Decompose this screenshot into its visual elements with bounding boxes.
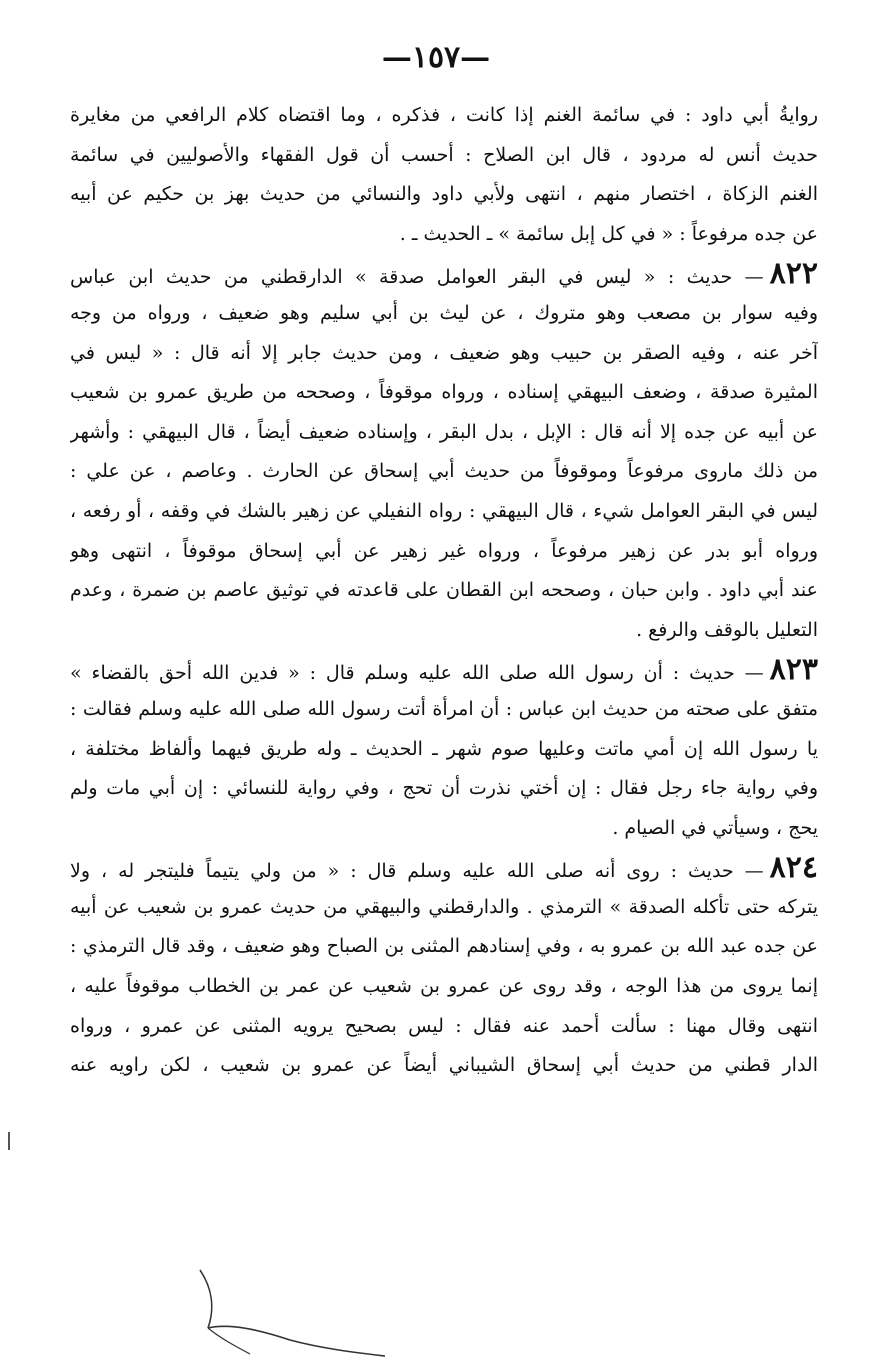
line-text: إنما يروى من هذا الوجه ، وقد روى عن عمرو بن شعيب عن عمر بن الخطاب موقوفاً عليه ، xyxy=(70,975,818,998)
line-text: عن جده عبد الله بن عمرو به ، وفي إسنادهم المثنى بن الصباح وهو ضعيف ، وقد قال الترمذي : xyxy=(70,935,818,958)
margin-mark xyxy=(8,1132,10,1150)
line-text: المثيرة صدقة ، وضعف البيهقي إسناده ، ورواه موقوفاً ، وصححه من طريق عمرو بن شعيب xyxy=(70,381,818,404)
text-line xyxy=(70,373,818,413)
line-text: الغنم الزكاة ، اختصار منهم ، انتهى ولأبي داود والنسائي من حديث بهز بن حكيم عن أبيه xyxy=(70,183,818,206)
text-line xyxy=(70,967,818,1007)
line-text: حديث أنس له مردود ، قال ابن الصلاح : أحسب أن قول الفقهاء والأصوليين في سائمة xyxy=(70,143,818,166)
line-text: وفي رواية جاء رجل فقال : إن أختي نذرت أن تحج ، وفي رواية للنسائي : إن أبي مات ولم xyxy=(70,777,818,800)
page-number: —١٥٧— xyxy=(381,40,491,75)
text-line xyxy=(70,571,818,611)
line-text: عن أبيه عن جده إلا أنه قال : الإبل ، بدل البقر ، وإسناده ضعيف أيضاً ، قال البيهقي : وأشهر xyxy=(70,420,818,443)
body-text xyxy=(70,96,818,1086)
text-line xyxy=(70,1046,818,1086)
text-line xyxy=(70,136,818,176)
line-text: وفيه سوار بن مصعب وهو متروك ، عن ليث بن أبي سليم وهو ضعيف ، ورواه من وجه xyxy=(70,301,818,324)
line-text: عند أبي داود . وابن حبان ، وصححه ابن القطان على قاعدته في توثيق عاصم بن ضمرة ، وعدم xyxy=(70,579,818,602)
line-text: ليس في البقر العوامل شيء ، قال البيهقي : رواه النفيلي عن زهير بالشك في وقفه ، أو رفعه ، xyxy=(70,499,818,522)
text-line xyxy=(70,690,818,730)
text-line xyxy=(70,927,818,967)
text-line xyxy=(70,611,818,651)
line-text: — حديث : « ليس في البقر العوامل صدقة » الدارقطني من حديث ابن عباس xyxy=(70,266,764,289)
entry-heading-line xyxy=(70,650,818,690)
text-line xyxy=(70,809,818,849)
text-line xyxy=(70,492,818,532)
line-text: الدار قطني من حديث أبي إسحاق الشيباني أيضاً عن عمرو بن شعيب ، لكن راويه عنه xyxy=(70,1054,818,1077)
line-text: يتركه حتى تأكله الصدقة » الترمذي . والدارقطني والبيهقي من حديث عمرو بن شعيب عن أبيه xyxy=(70,895,818,918)
line-text: انتهى وقال مهنا : سألت أحمد عنه فقال : ليس بصحيح يرويه المثنى عن عمرو ، ورواه xyxy=(70,1014,818,1037)
text-line xyxy=(70,175,818,215)
text-line xyxy=(70,532,818,572)
text-line xyxy=(70,413,818,453)
line-text: يا رسول الله إن أمي ماتت وعليها صوم شهر ـ الحديث ـ وله طريق فيهما وألفاظ مختلفة ، xyxy=(70,737,818,760)
text-line xyxy=(70,215,818,255)
line-text: يحج ، وسيأتي في الصيام . xyxy=(612,816,818,839)
entry-number: ٨٢٣ xyxy=(769,652,818,688)
entry-heading-line xyxy=(70,848,818,888)
entry-number: ٨٢٤ xyxy=(769,850,818,886)
entry-number: ٨٢٢ xyxy=(769,256,818,292)
text-line xyxy=(70,1007,818,1047)
line-text: عن جده مرفوعاً : « في كل إبل سائمة » ـ الحديث ـ . xyxy=(399,222,818,245)
line-text: التعليل بالوقف والرفع . xyxy=(636,618,818,641)
text-line xyxy=(70,730,818,770)
text-line xyxy=(70,888,818,928)
text-line xyxy=(70,96,818,136)
line-text: ورواه أبو بدر عن زهير مرفوعاً ، ورواه غير زهير عن أبي إسحاق موقوفاً ، انتهى وهو xyxy=(70,539,818,562)
line-text: من ذلك ماروى مرفوعاً وموقوفاً من حديث أبي إسحاق عن الحارث . وعاصم ، عن علي : xyxy=(70,460,818,483)
line-text: متفق على صحته من حديث ابن عباس : أن امرأة أتت رسول الله صلى الله عليه وسلم فقالت : xyxy=(70,697,818,720)
line-text: — حديث : روى أنه صلى الله عليه وسلم قال : « من ولي يتيماً فليتجر له ، ولا xyxy=(70,860,764,883)
line-text: — حديث : أن رسول الله صلى الله عليه وسلم قال : « فدين الله أحق بالقضاء » xyxy=(70,662,764,685)
line-text: آخر عنه ، وفيه الصقر بن حبيب وهو ضعيف ، ومن حديث جابر إلا أنه قال : « ليس في xyxy=(70,341,818,364)
text-line xyxy=(70,294,818,334)
text-line xyxy=(70,334,818,374)
ink-scratch-mark xyxy=(190,1268,390,1358)
line-text: روايةُ أبي داود : في سائمة الغنم إذا كانت ، فذكره ، وما اقتضاه كلام الرافعي من مغايرة xyxy=(70,104,818,126)
text-line xyxy=(70,769,818,809)
entry-heading-line xyxy=(70,254,818,294)
text-line xyxy=(70,452,818,492)
